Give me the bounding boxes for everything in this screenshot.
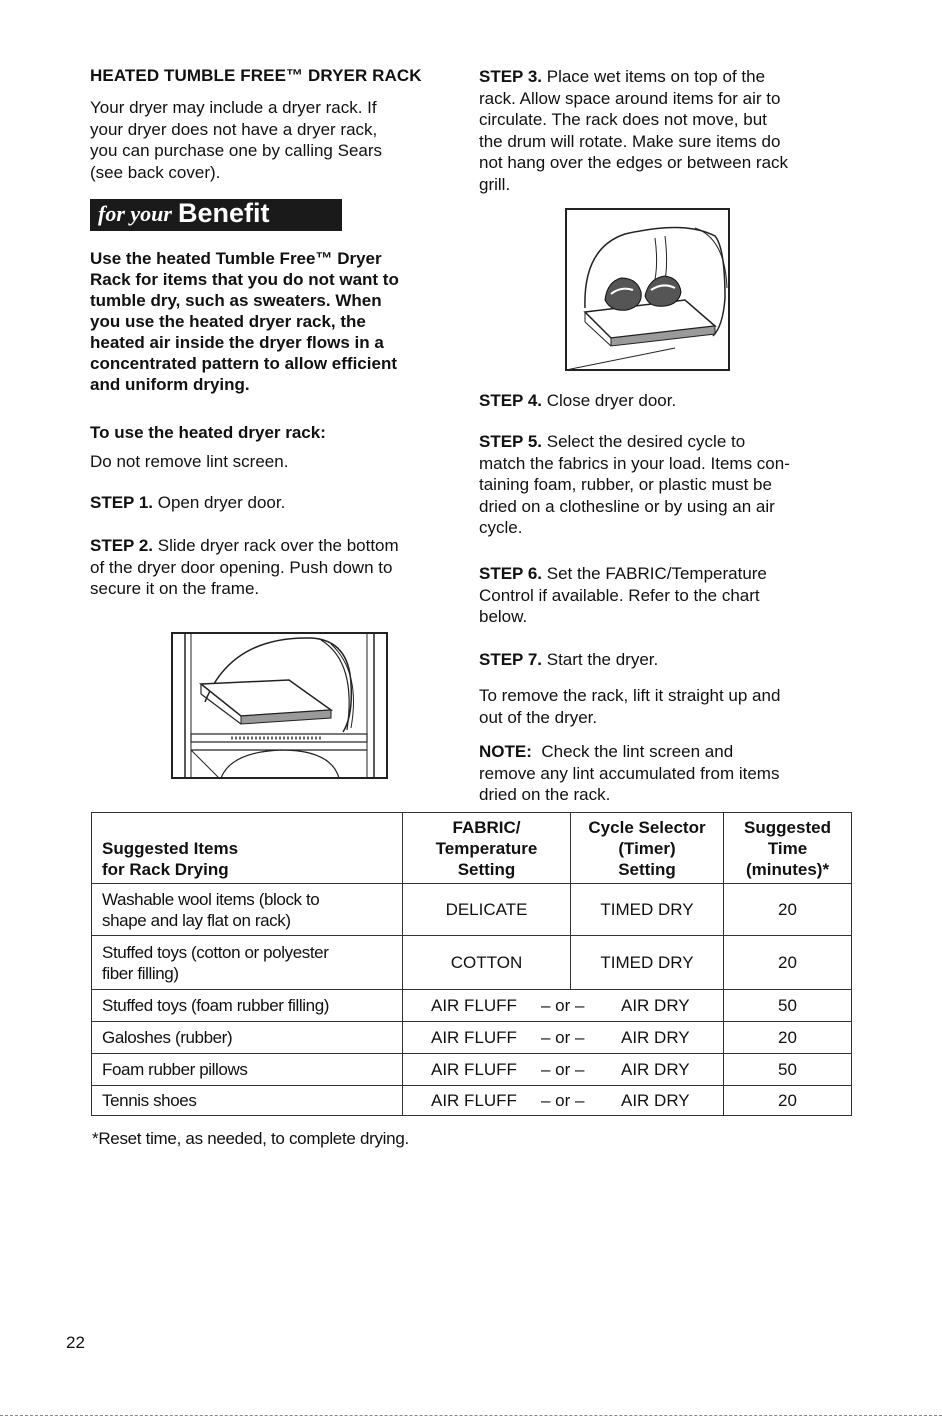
step-text: Select the desired cycle to (546, 432, 746, 451)
fabric-cycle-cell (403, 1054, 724, 1086)
fabric-cycle-cell (403, 1086, 724, 1116)
intro-line: Your dryer may include a dryer rack. If (90, 98, 377, 117)
step-text: the drum will rotate. Make sure items do (479, 131, 781, 151)
time-cell: 50 (724, 990, 852, 1022)
section-heading: HEATED TUMBLE FREE™ DRYER RACK (90, 66, 422, 85)
cycle-value: AIR DRY (621, 1091, 690, 1110)
note-text: dried on the rack. (479, 785, 611, 804)
step-label: STEP 5. (479, 432, 542, 451)
remove-instructions (479, 685, 851, 728)
step-text: Slide dryer rack over the bottom (157, 536, 399, 555)
time-cell: 20 (724, 884, 852, 936)
note-text: remove any lint accumulated from items (479, 763, 780, 783)
cycle-value: AIR DRY (621, 996, 690, 1015)
step-5 (479, 431, 851, 539)
banner-for-your: for your (98, 200, 172, 226)
step-1 (90, 492, 285, 514)
step-label: STEP 3. (479, 67, 542, 86)
step-text: below. (479, 607, 528, 626)
time-cell: 20 (724, 1086, 852, 1116)
header-time: Suggested Time (minutes)* (724, 813, 852, 884)
benefit-line: Use the heated Tumble Free™ Dryer (90, 249, 382, 268)
step-text: Open dryer door. (157, 493, 286, 512)
item-cell: Stuffed toys (cotton or polyester fiber filling) (92, 936, 403, 990)
item-cell: Foam rubber pillows (92, 1054, 403, 1086)
step-text: taining foam, rubber, or plastic must be (479, 475, 772, 494)
step-text: dried on a clothesline or by using an air (479, 496, 775, 516)
lint-note: Do not remove lint screen. (90, 452, 289, 471)
intro-paragraph (90, 97, 460, 183)
intro-line: your dryer does not have a dryer rack, (90, 119, 378, 139)
item-cell: Galoshes (rubber) (92, 1022, 403, 1054)
item-cell: Stuffed toys (foam rubber filling) (92, 990, 403, 1022)
note-label: NOTE: (479, 742, 532, 761)
step-text: Set the FABRIC/Temperature (546, 564, 767, 583)
fabric-cell: DELICATE (403, 884, 571, 936)
step-label: STEP 1. (90, 493, 153, 512)
table-row (92, 1022, 852, 1054)
banner-benefit: Benefit (177, 198, 270, 228)
fabric-value: AIR FLUFF (431, 1028, 517, 1047)
fabric-value: AIR FLUFF (431, 1060, 517, 1079)
page-number: 22 (66, 1333, 85, 1352)
table-footnote: *Reset time, as needed, to complete drying. (92, 1129, 409, 1148)
time-cell: 20 (724, 936, 852, 990)
step-text: secure it on the frame. (90, 579, 260, 598)
cycle-value: AIR DRY (621, 1060, 690, 1079)
table-row (92, 936, 852, 990)
benefit-text (90, 248, 462, 395)
item-cell: Tennis shoes (92, 1086, 403, 1116)
table-header-row (92, 813, 852, 884)
note-text: Check the lint screen and (541, 742, 734, 761)
time-cell: 20 (724, 1022, 852, 1054)
fabric-cell: COTTON (403, 936, 571, 990)
step-text: match the fabrics in your load. Items con- (479, 453, 790, 473)
step-text: Place wet items on top of the (546, 67, 766, 86)
step-7 (479, 649, 658, 671)
or-separator: – or – (541, 996, 585, 1015)
note (479, 741, 851, 806)
benefit-line: heated air inside the dryer flows in a (90, 333, 384, 352)
cycle-cell: TIMED DRY (571, 884, 724, 936)
step-4 (479, 390, 676, 412)
header-cycle: Cycle Selector (Timer) Setting (571, 813, 724, 884)
fabric-cycle-cell (403, 990, 724, 1022)
step-text: circulate. The rack does not move, but (479, 110, 767, 129)
intro-line: (see back cover). (90, 162, 221, 182)
benefit-line: you use the heated dryer rack, the (90, 312, 366, 331)
rack-drying-chart (91, 812, 852, 1116)
intro-line: you can purchase one by calling Sears (90, 141, 383, 160)
table-row (92, 884, 852, 936)
fabric-value: AIR FLUFF (431, 996, 517, 1015)
step-text: Control if available. Refer to the chart (479, 585, 760, 605)
rack-loaded-illustration (565, 208, 730, 371)
table-row (92, 1086, 852, 1116)
step-text: cycle. (479, 518, 523, 537)
benefit-line: Rack for items that you do not want to (90, 270, 399, 289)
fabric-value: AIR FLUFF (431, 1091, 517, 1110)
header-fabric: FABRIC/ Temperature Setting (403, 813, 571, 884)
benefit-line: tumble dry, such as sweaters. When (90, 291, 382, 310)
item-cell: Washable wool items (block to shape and lay flat on rack) (92, 884, 403, 936)
step-label: STEP 4. (479, 391, 542, 410)
subheading: To use the heated dryer rack: (90, 423, 326, 442)
header-items: Suggested Items for Rack Drying (92, 813, 403, 884)
step-text: grill. (479, 174, 511, 194)
step-text: Close dryer door. (546, 391, 677, 410)
time-cell: 50 (724, 1054, 852, 1086)
or-separator: – or – (541, 1060, 585, 1079)
or-separator: – or – (541, 1091, 585, 1110)
fabric-cycle-cell (403, 1022, 724, 1054)
benefit-line: and uniform drying. (90, 375, 250, 394)
table-row (92, 990, 852, 1022)
table-row (92, 1054, 852, 1086)
step-3 (479, 66, 851, 195)
remove-line: out of the dryer. (479, 707, 598, 727)
step-6 (479, 563, 851, 628)
cycle-cell: TIMED DRY (571, 936, 724, 990)
benefit-line: concentrated pattern to allow efficient (90, 354, 397, 373)
step-text: rack. Allow space around items for air to (479, 88, 781, 108)
cycle-value: AIR DRY (621, 1028, 690, 1047)
step-2 (90, 535, 462, 600)
step-text: Start the dryer. (546, 650, 659, 669)
step-text: of the dryer door opening. Push down to (90, 557, 393, 577)
step-text: not hang over the edges or between rack (479, 153, 789, 172)
step-label: STEP 6. (479, 564, 542, 583)
rack-install-illustration (171, 632, 388, 779)
bottom-scan-line (0, 1415, 942, 1416)
or-separator: – or – (541, 1028, 585, 1047)
step-label: STEP 2. (90, 536, 153, 555)
step-label: STEP 7. (479, 650, 542, 669)
benefit-banner (90, 199, 342, 231)
remove-line: To remove the rack, lift it straight up and (479, 686, 781, 705)
